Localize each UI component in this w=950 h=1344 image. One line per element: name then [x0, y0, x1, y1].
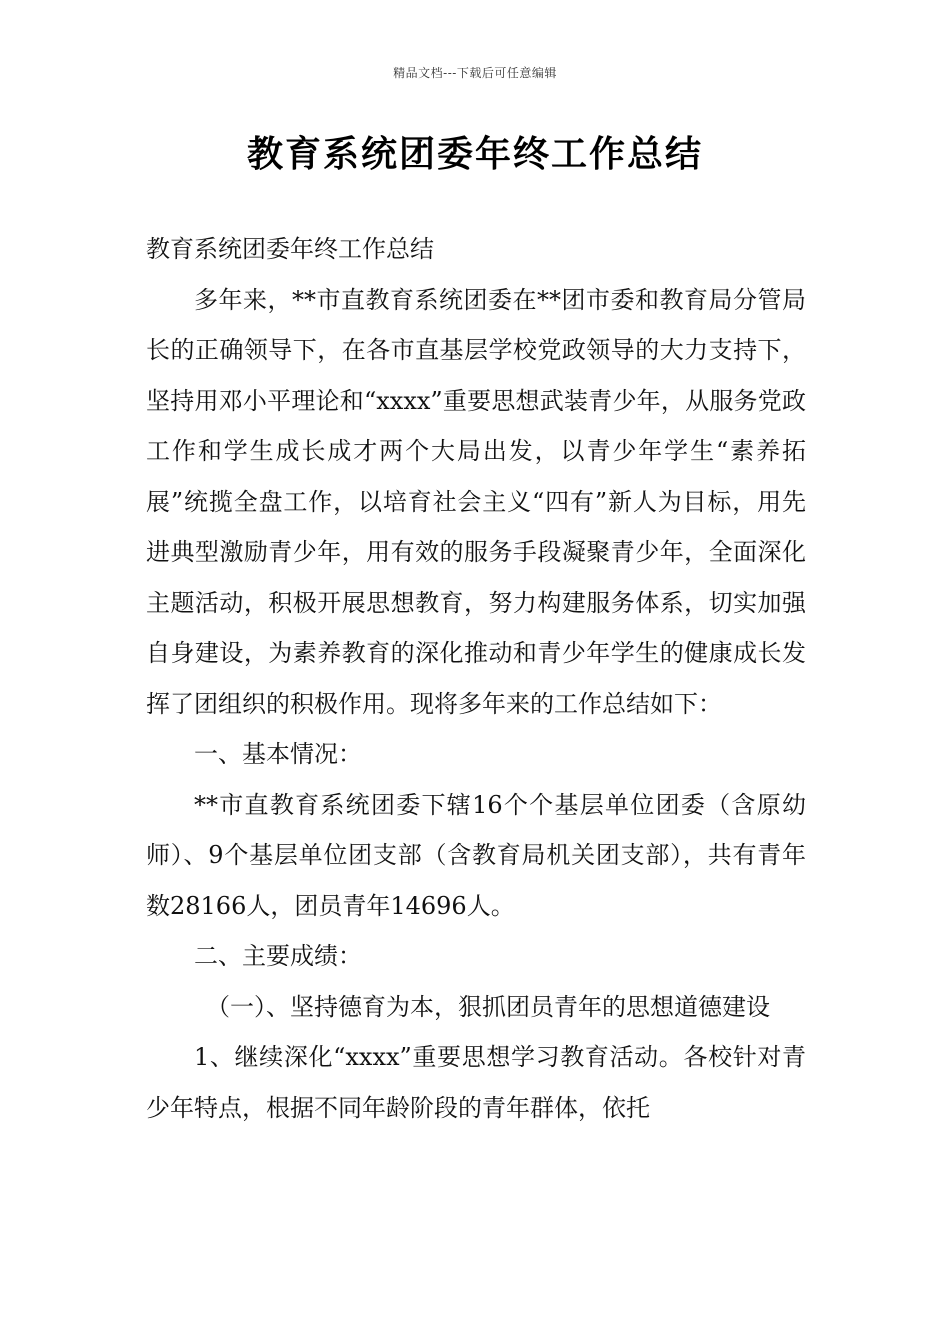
basic-info-paragraph: **市直教育系统团委下辖16个个基层单位团委（含原幼师）、9个基层单位团支部（含教育局机关团支部），共有青年数28166人，团员青年14696人。	[146, 790, 806, 920]
section-heading-achievements: 二、主要成绩：	[194, 942, 362, 970]
subtitle-paragraph: 教育系统团委年终工作总结	[146, 235, 434, 263]
subsection-heading-moral: （一）、坚持德育为本，狠抓团员青年的思想道德建设	[206, 992, 770, 1021]
header-note: 精品文档---下载后可任意编辑	[393, 66, 557, 80]
intro-paragraph: 多年来，**市直教育系统团委在**团市委和教育局分管局长的正确领导下，在各市直基层学校党政领导的大力支持下，坚持用邓小平理论和“xxxx”重要思想武装青少年，从服务党政工作和学生成长成才两个大局出发，以青少年学生“素养拓展”统揽全盘工作，以培育社会主义“四有”新人为目标，用先进典型激励青少年，用有效的服务手段凝聚青少年，全面深化主题活动，积极开展思想教育，努力构建服务体系，切实加强自身建设，为素养教育的深化推动和青少年学生的健康成长发挥了团组织的积极作用。现将多年来的工作总结如下：	[146, 285, 806, 718]
document-title: 教育系统团委年终工作总结	[246, 134, 703, 175]
item-paragraph-1: 1、继续深化“xxxx”重要思想学习教育活动。各校针对青少年特点，根据不同年龄阶段的青年群体，依托	[146, 1043, 806, 1122]
section-heading-basic: 一、基本情况：	[194, 740, 362, 768]
document-body	[146, 224, 806, 1133]
